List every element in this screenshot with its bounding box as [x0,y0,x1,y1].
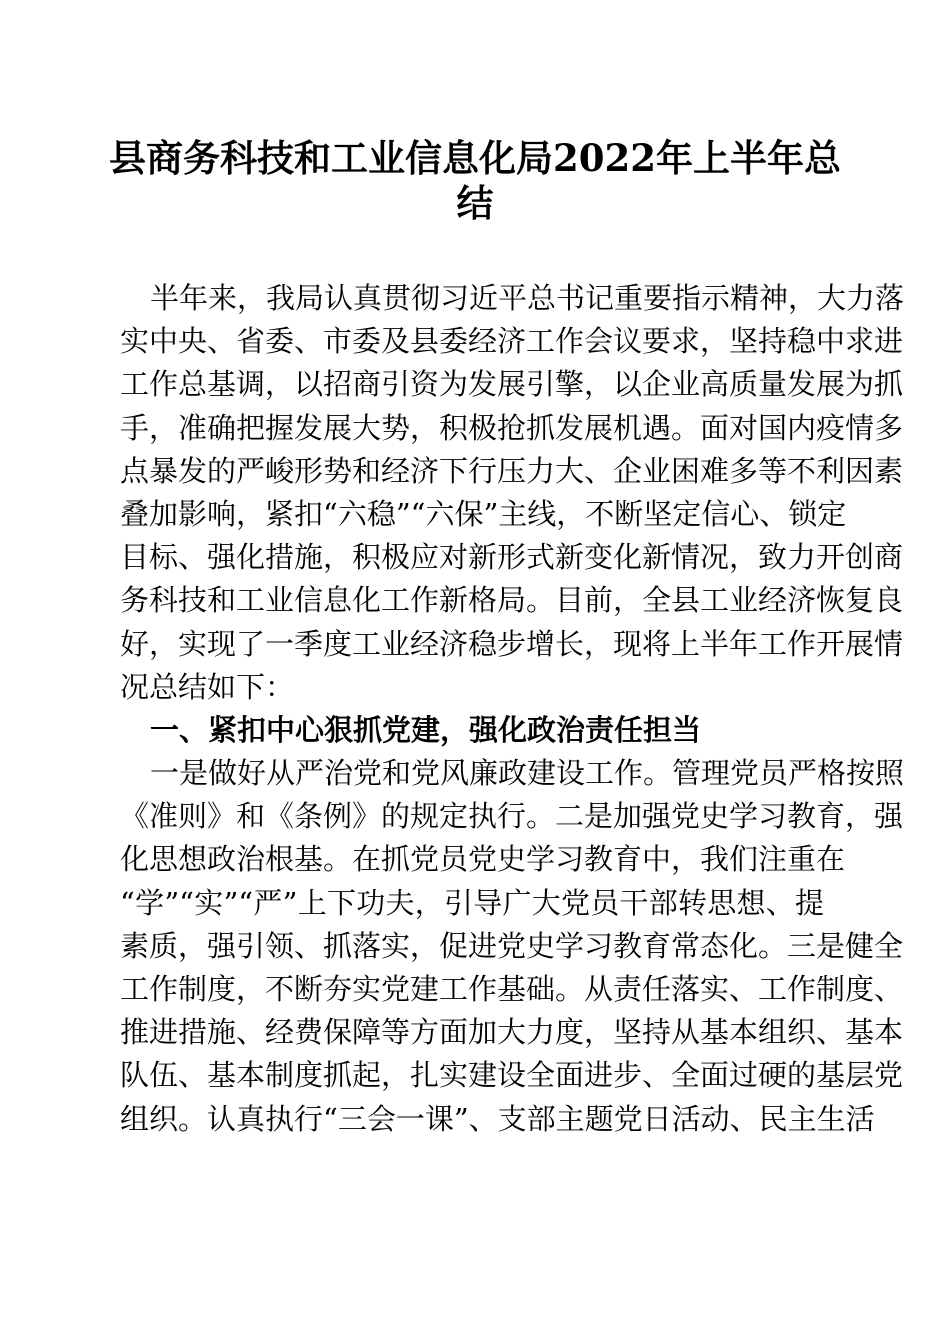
text-line: 队伍、基本制度抓起，扎实建设全面进步、全面过硬的基层党 [120,1058,904,1093]
text-line: 化思想政治根基。在抓党员党史学习教育中，我们注重在 [120,842,846,877]
text-line: 叠加影响，紧扣“六稳”“六保”主线，不断坚定信心、锁定 [120,496,847,531]
document-title [100,136,850,226]
text-line: 组织。认真执行“三会一课”、支部主题党日活动、民主生活 [120,1101,875,1136]
text-line: 况总结如下： [120,669,295,704]
text-line: 《准则》和《条例》的规定执行。二是加强党史学习教育，强 [120,799,904,834]
text-line: 半年来，我局认真贯彻习近平总书记重要指示精神，大力落 [150,281,905,315]
text-line: 点暴发的严峻形势和经济下行压力大、企业困难多等不利因素 [120,453,904,488]
text-line: 工作制度，不断夯实党建工作基础。从责任落实、工作制度、 [120,972,904,1006]
text-line: 一是做好从严治党和党风廉政建设工作。管理党员严格按照 [150,756,905,791]
text-line: 目标、强化措施，积极应对新形式新变化新情况，致力开创商 [120,540,904,575]
text-line: 务科技和工业信息化工作新格局。目前，全县工业经济恢复良 [120,583,904,618]
text-line: 工作总基调，以招商引资为发展引擎，以企业高质量发展为抓 [120,367,904,402]
paragraph [120,277,905,709]
title-line-1: 县商务科技和工业信息化局2022年上半年总 [109,136,841,180]
text-line: “学”“实”“严”上下功夫，引导广大党员干部转思想、提 [120,885,824,920]
text-line: 手，准确把握发展大势，积极抢抓发展机遇。面对国内疫情多 [120,410,904,445]
paragraph [120,752,905,1141]
text-line: 一、紧扣中心狠抓党建，强化政治责任担当 [150,712,702,747]
text-line: 实中央、省委、市委及县委经济工作会议要求，坚持稳中求进 [120,324,904,359]
text-line: 好，实现了一季度工业经济稳步增长，现将上半年工作开展情 [120,626,904,661]
document-body [120,277,905,1141]
section-heading [120,709,824,752]
title-line-2: 结 [456,181,494,225]
text-line: 素质，强引领、抓落实，促进党史学习教育常态化。三是健全 [120,928,904,963]
text-line: 推进措施、经费保障等方面加大力度，坚持从基本组织、基本 [120,1015,904,1050]
